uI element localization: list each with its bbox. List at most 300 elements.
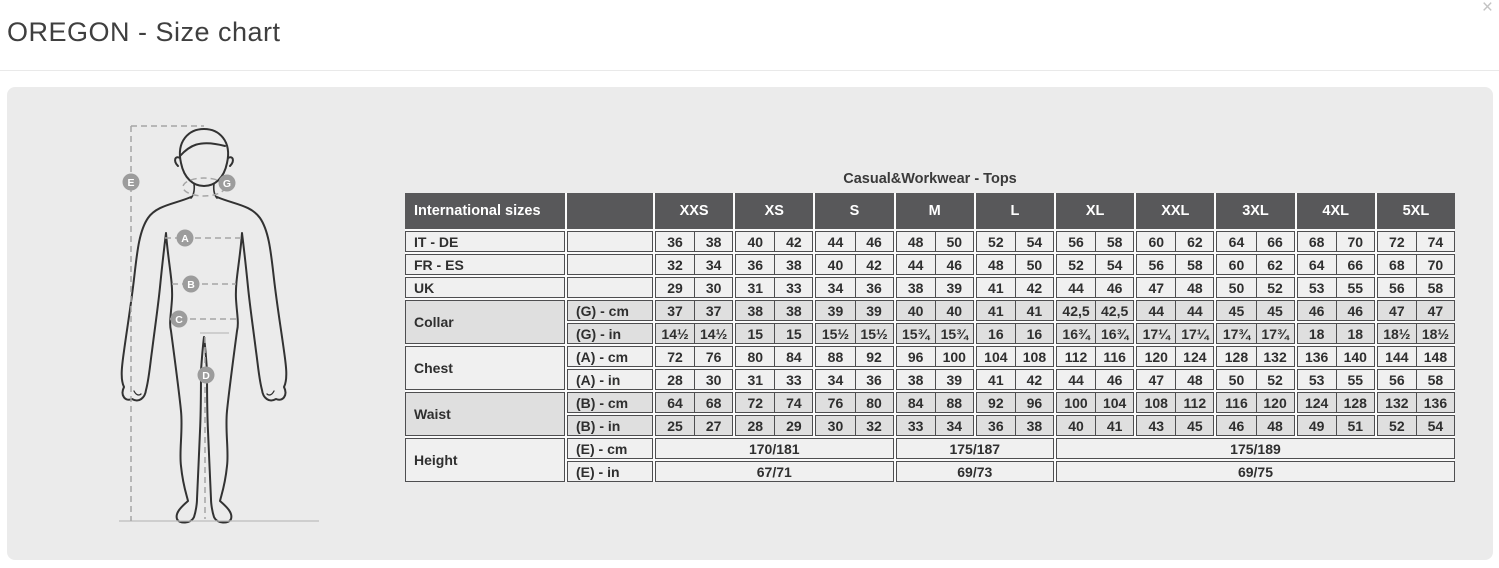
row-sublabel: (A) - cm [567,346,653,367]
size-cell [896,369,974,390]
size-cell [1297,300,1375,321]
svg-text:C: C [175,314,183,326]
size-group-header: 4XL [1297,193,1375,229]
size-value: 41 [1015,301,1053,320]
size-cell [976,346,1054,367]
size-cell [1216,231,1294,252]
size-value: 68 [1308,233,1325,250]
size-value: 31 [747,371,764,388]
size-value: 76 [827,394,844,411]
size-value: 47 [1389,302,1405,319]
size-cell [1377,323,1455,344]
size-value: 40 [827,256,844,273]
size-value: 100 [935,347,973,366]
size-value: 18 [1308,325,1325,342]
size-value: 48 [1175,370,1213,389]
size-cell [896,277,974,298]
size-value: 124 [1175,347,1213,366]
badge-G [219,175,236,192]
size-cell [976,231,1054,252]
size-value: 92 [988,394,1004,411]
size-value: 30 [694,278,732,297]
size-value: 124 [1304,394,1329,411]
size-value: 58 [1175,255,1213,274]
size-cell [1297,415,1375,436]
row-sublabel: (E) - in [567,461,653,482]
size-value: 96 [907,348,924,365]
size-value: 140 [1336,347,1374,366]
size-cell [1216,369,1294,390]
size-value: 42 [855,255,893,274]
size-value: 108 [1015,347,1053,366]
row-label: Height [405,438,565,482]
size-value: 148 [1416,347,1454,366]
size-value: 34 [694,255,732,274]
size-value: 34 [827,279,844,296]
size-value: 34 [935,416,973,435]
size-cell [1136,415,1214,436]
size-cell [1216,323,1294,344]
size-value: 16¾ [1095,324,1133,343]
size-value: 120 [1144,348,1168,365]
size-value: 56 [1148,256,1165,273]
size-value: 116 [1095,347,1133,366]
size-cell [1297,277,1375,298]
size-value: 15¾ [902,325,930,342]
size-group-header: XXL [1136,193,1214,229]
size-value: 44 [827,233,844,250]
measurement-badges [123,174,236,384]
size-cell [1216,392,1294,413]
size-value: 54 [1416,416,1454,435]
size-value: 44 [1148,302,1165,319]
size-cell [976,392,1054,413]
size-value: 68 [1389,256,1405,273]
size-value: 41 [988,302,1004,319]
size-value: 120 [1256,393,1294,412]
svg-text:A: A [181,233,189,245]
size-cell [735,369,813,390]
size-value: 16¾ [1062,325,1090,342]
size-value: 25 [667,417,683,434]
size-cell [815,300,893,321]
size-cell [1136,231,1214,252]
size-cell [655,392,733,413]
size-value: 76 [694,347,732,366]
size-value: 108 [1144,394,1168,411]
size-cell [1377,346,1455,367]
size-value: 52 [1256,278,1294,297]
row-sublabel: (B) - in [567,415,653,436]
size-chart-panel [7,87,1493,560]
size-value: 84 [907,394,924,411]
size-value: 41 [1095,416,1133,435]
size-value: 45 [1256,301,1294,320]
size-value: 132 [1385,394,1409,411]
size-value: 39 [935,278,973,297]
size-value: 38 [694,232,732,251]
sub-corner-header [567,193,653,229]
badge-C [171,311,188,328]
page-title: OREGON - Size chart [7,17,281,47]
body-measurement-diagram [101,101,341,546]
size-value: 33 [907,417,924,434]
size-cell [655,323,733,344]
size-value: 74 [774,393,812,412]
size-cell [655,300,733,321]
size-cell [655,415,733,436]
size-cell [1377,369,1455,390]
size-value: 66 [1336,255,1374,274]
size-cell [815,277,893,298]
size-value: 31 [747,279,764,296]
size-value: 40 [907,302,924,319]
row-label: Waist [405,392,565,436]
size-value: 15½ [855,324,893,343]
size-value: 42,5 [1062,302,1090,319]
size-value: 15½ [821,325,850,342]
size-value: 38 [1015,416,1053,435]
size-cell [1297,231,1375,252]
size-cell [735,300,813,321]
size-cell [1136,323,1214,344]
size-value: 17¼ [1142,325,1170,342]
size-value: 55 [1336,370,1374,389]
size-cell [815,231,893,252]
size-table-section [405,171,1455,482]
size-value: 41 [988,371,1004,388]
size-value: 39 [935,370,973,389]
size-value: 58 [1095,232,1133,251]
size-cell [976,369,1054,390]
size-table [405,193,1455,482]
size-value: 17¼ [1175,324,1213,343]
size-cell [1297,346,1375,367]
size-value: 64 [667,394,683,411]
size-cell [655,277,733,298]
size-value: 92 [855,347,893,366]
size-value: 29 [667,279,683,296]
size-value: 60 [1228,256,1245,273]
size-cell [735,231,813,252]
size-value: 14½ [694,324,732,343]
close-icon[interactable]: × [1481,0,1493,18]
size-group-header: 3XL [1216,193,1294,229]
size-value: 52 [1389,417,1405,434]
corner-header: International sizes [405,193,565,229]
size-cell-merged: 67/71 [655,461,894,482]
size-cell [815,369,893,390]
size-cell [976,277,1054,298]
size-value: 38 [774,301,812,320]
size-value: 43 [1148,417,1165,434]
size-cell-merged: 175/187 [896,438,1054,459]
size-cell [1297,323,1375,344]
size-value: 56 [1068,233,1084,250]
size-value: 88 [827,348,844,365]
size-cell [1377,231,1455,252]
size-cell [1056,323,1134,344]
size-group-header: M [896,193,974,229]
size-group-header: XL [1056,193,1134,229]
size-cell [655,369,733,390]
size-value: 66 [1256,232,1294,251]
size-value: 53 [1308,279,1325,296]
size-value: 68 [694,393,732,412]
row-sublabel: (A) - in [567,369,653,390]
size-value: 72 [667,348,683,365]
svg-text:E: E [127,177,135,189]
size-cell [896,323,974,344]
size-value: 14½ [661,325,689,342]
size-cell [896,392,974,413]
size-value: 40 [1068,417,1084,434]
size-value: 39 [827,302,844,319]
size-value: 42,5 [1095,301,1133,320]
size-value: 37 [694,301,732,320]
size-cell [1297,369,1375,390]
size-value: 49 [1308,417,1325,434]
size-value: 96 [1015,393,1053,412]
size-value: 136 [1416,393,1454,412]
size-cell [1297,254,1375,275]
size-cell [896,254,974,275]
size-value: 48 [1256,416,1294,435]
size-value: 46 [1336,301,1374,320]
size-cell [1377,300,1455,321]
size-value: 34 [827,371,844,388]
size-value: 18 [1336,324,1374,343]
size-cell [1056,231,1134,252]
size-group-header: XS [735,193,813,229]
size-value: 42 [774,232,812,251]
size-value: 32 [667,256,683,273]
size-group-header: XXS [655,193,733,229]
size-value: 53 [1308,371,1325,388]
size-cell [655,231,733,252]
size-value: 60 [1148,233,1165,250]
size-cell [1056,277,1134,298]
size-value: 15¾ [935,324,973,343]
size-value: 72 [1389,233,1405,250]
size-value: 15 [774,324,812,343]
size-value: 38 [774,255,812,274]
svg-text:G: G [222,178,232,190]
size-value: 44 [1068,279,1084,296]
size-value: 104 [984,348,1008,365]
size-value: 132 [1256,347,1294,366]
size-value: 46 [935,255,973,274]
size-value: 136 [1304,348,1329,365]
size-value: 47 [1416,301,1454,320]
size-cell [1136,346,1214,367]
size-value: 17¾ [1256,324,1294,343]
size-value: 62 [1256,255,1294,274]
size-cell [735,392,813,413]
size-cell-merged: 69/73 [896,461,1054,482]
size-value: 30 [827,417,844,434]
size-cell [1297,392,1375,413]
size-value: 62 [1175,232,1213,251]
size-cell [815,346,893,367]
size-cell [1136,254,1214,275]
size-cell [976,323,1054,344]
badge-D [198,367,215,384]
size-value: 45 [1175,416,1213,435]
size-value: 39 [855,301,893,320]
size-cell [1056,369,1134,390]
size-cell [1056,415,1134,436]
row-sublabel: (G) - cm [567,300,653,321]
size-value: 54 [1015,232,1053,251]
size-cell [1377,415,1455,436]
size-value: 80 [747,348,764,365]
size-value: 18½ [1383,325,1411,342]
row-sublabel: (B) - cm [567,392,653,413]
size-value: 72 [747,394,764,411]
size-cell [896,300,974,321]
size-value: 15 [747,325,764,342]
svg-text:D: D [202,370,210,382]
size-cell [976,415,1054,436]
size-value: 46 [1095,278,1133,297]
size-value: 56 [1389,279,1405,296]
size-cell-merged: 69/75 [1056,461,1455,482]
size-cell [735,346,813,367]
size-group-header: L [976,193,1054,229]
size-value: 40 [935,301,973,320]
size-value: 52 [1256,370,1294,389]
size-cell [1377,392,1455,413]
size-value: 116 [1225,394,1248,411]
size-cell [976,300,1054,321]
badge-B [183,276,200,293]
size-value: 58 [1416,278,1454,297]
size-cell [815,392,893,413]
size-group-header: 5XL [1377,193,1455,229]
size-cell [1136,392,1214,413]
size-value: 55 [1336,278,1374,297]
size-value: 38 [907,371,924,388]
size-cell [1216,277,1294,298]
size-cell [1216,415,1294,436]
size-value: 38 [907,279,924,296]
size-cell [735,323,813,344]
size-cell [735,254,813,275]
body-figure-svg [101,101,341,546]
size-value: 50 [1228,279,1245,296]
row-label: Collar [405,300,565,344]
size-value: 36 [855,370,893,389]
size-value: 51 [1336,416,1374,435]
size-group-header: S [815,193,893,229]
size-value: 104 [1095,393,1133,412]
size-value: 41 [988,279,1004,296]
size-value: 16 [988,325,1004,342]
size-value: 47 [1148,279,1165,296]
table-title: Casual&Workwear - Tops [843,171,1017,187]
size-value: 46 [1308,302,1325,319]
size-value: 44 [1175,301,1213,320]
size-cell [976,254,1054,275]
size-value: 36 [667,233,683,250]
size-cell [655,346,733,367]
size-value: 48 [907,233,924,250]
size-value: 47 [1148,371,1165,388]
size-cell [1056,254,1134,275]
size-cell [735,415,813,436]
size-cell [896,415,974,436]
size-value: 144 [1385,348,1409,365]
row-label: Chest [405,346,565,390]
size-value: 32 [855,416,893,435]
row-sublabel [567,231,653,252]
size-value: 74 [1416,232,1454,251]
size-value: 33 [774,278,812,297]
size-value: 42 [1015,278,1053,297]
row-sublabel [567,277,653,298]
size-value: 50 [1015,255,1053,274]
row-sublabel [567,254,653,275]
size-value: 46 [855,232,893,251]
size-value: 30 [694,370,732,389]
size-value: 128 [1336,393,1374,412]
size-value: 17¾ [1222,325,1251,342]
size-value: 88 [935,393,973,412]
size-cell [1056,346,1134,367]
size-cell [815,254,893,275]
size-value: 50 [935,232,973,251]
size-value: 112 [1175,393,1213,412]
size-value: 112 [1064,348,1088,365]
svg-text:B: B [187,279,195,291]
size-value: 18½ [1416,324,1454,343]
size-value: 42 [1015,370,1053,389]
size-value: 33 [774,370,812,389]
size-value: 80 [855,393,893,412]
row-sublabel: (E) - cm [567,438,653,459]
size-value: 28 [747,417,764,434]
size-cell [1377,277,1455,298]
size-cell [1377,254,1455,275]
size-cell [896,231,974,252]
size-cell [1136,300,1214,321]
size-cell-merged: 175/189 [1056,438,1455,459]
size-cell [1216,300,1294,321]
row-label: UK [405,277,565,298]
size-value: 58 [1416,370,1454,389]
size-value: 70 [1416,255,1454,274]
size-cell [1136,277,1214,298]
size-cell [896,346,974,367]
size-value: 70 [1336,232,1374,251]
size-cell [1136,369,1214,390]
size-cell [1056,300,1134,321]
size-cell [735,277,813,298]
size-value: 100 [1064,394,1088,411]
size-value: 36 [855,278,893,297]
size-value: 128 [1224,348,1249,365]
badge-A [177,230,194,247]
size-value: 37 [667,302,683,319]
size-cell-merged: 170/181 [655,438,894,459]
size-value: 52 [988,233,1004,250]
size-value: 52 [1068,256,1084,273]
size-value: 45 [1228,302,1245,319]
size-value: 27 [694,416,732,435]
size-value: 46 [1095,370,1133,389]
size-cell [1056,392,1134,413]
